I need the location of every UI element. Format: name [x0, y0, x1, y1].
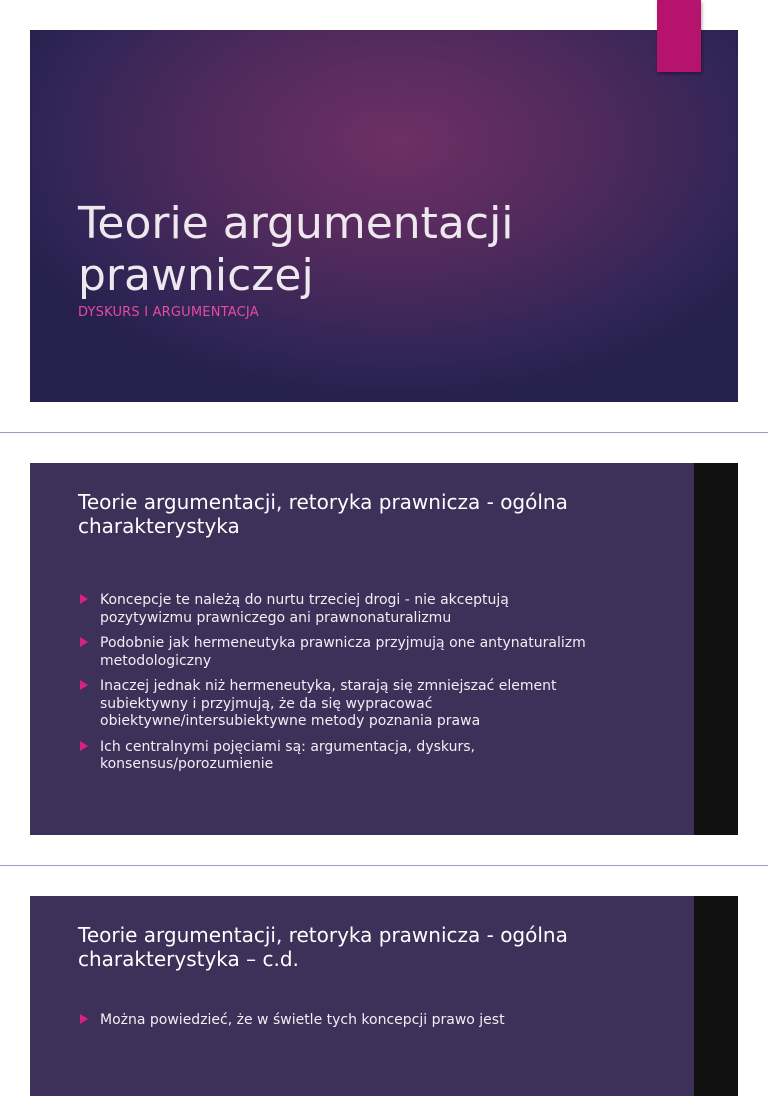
slide-divider: [0, 432, 768, 433]
slide-heading: Teorie argumentacji, retoryka prawnicza - ogólna charakterystyka: [78, 490, 568, 538]
slide-side-bar: [694, 896, 738, 1096]
triangle-bullet-icon: [80, 741, 88, 751]
content-slide-2: [30, 896, 738, 1096]
slide-side-bar: [694, 463, 738, 835]
slide-heading: Teorie argumentacji, retoryka prawnicza - ogólna charakterystyka – c.d.: [78, 923, 568, 971]
triangle-bullet-icon: [80, 637, 88, 647]
list-item: [78, 739, 598, 774]
bullet-text: Podobnie jak hermeneutyka prawnicza przyjmują one antynaturalizm metodologiczny: [100, 635, 586, 669]
bullet-list: [78, 592, 598, 782]
bullet-text: Można powiedzieć, że w świetle tych koncepcji prawo jest: [100, 1012, 505, 1028]
list-item: [78, 678, 598, 731]
list-item: [78, 635, 598, 670]
list-item: [78, 592, 598, 627]
bullet-text: Koncepcje te należą do nurtu trzeciej drogi - nie akceptują pozytywizmu prawniczego ani prawnonaturalizmu: [100, 592, 509, 626]
bullet-list: [78, 1012, 598, 1038]
slide-subtitle: DYSKURS I ARGUMENTACJA: [78, 305, 259, 320]
bullet-text: Ich centralnymi pojęciami są: argumentacja, dyskurs, konsensus/porozumienie: [100, 738, 475, 772]
slide-divider: [0, 865, 768, 866]
triangle-bullet-icon: [80, 680, 88, 690]
slide-title: Teorie argumentacji prawniczej: [78, 198, 514, 301]
list-item: [78, 1012, 598, 1030]
bullet-text: Inaczej jednak niż hermeneutyka, starają się zmniejszać element subiektywny i przyjmują, że da się wypracować obiektywne/intersubiektywne metody poznania prawa: [100, 678, 557, 729]
triangle-bullet-icon: [80, 594, 88, 604]
triangle-bullet-icon: [80, 1014, 88, 1024]
content-slide-1: [30, 463, 738, 835]
title-slide: [30, 30, 738, 402]
bookmark-ribbon-icon: [657, 0, 701, 72]
